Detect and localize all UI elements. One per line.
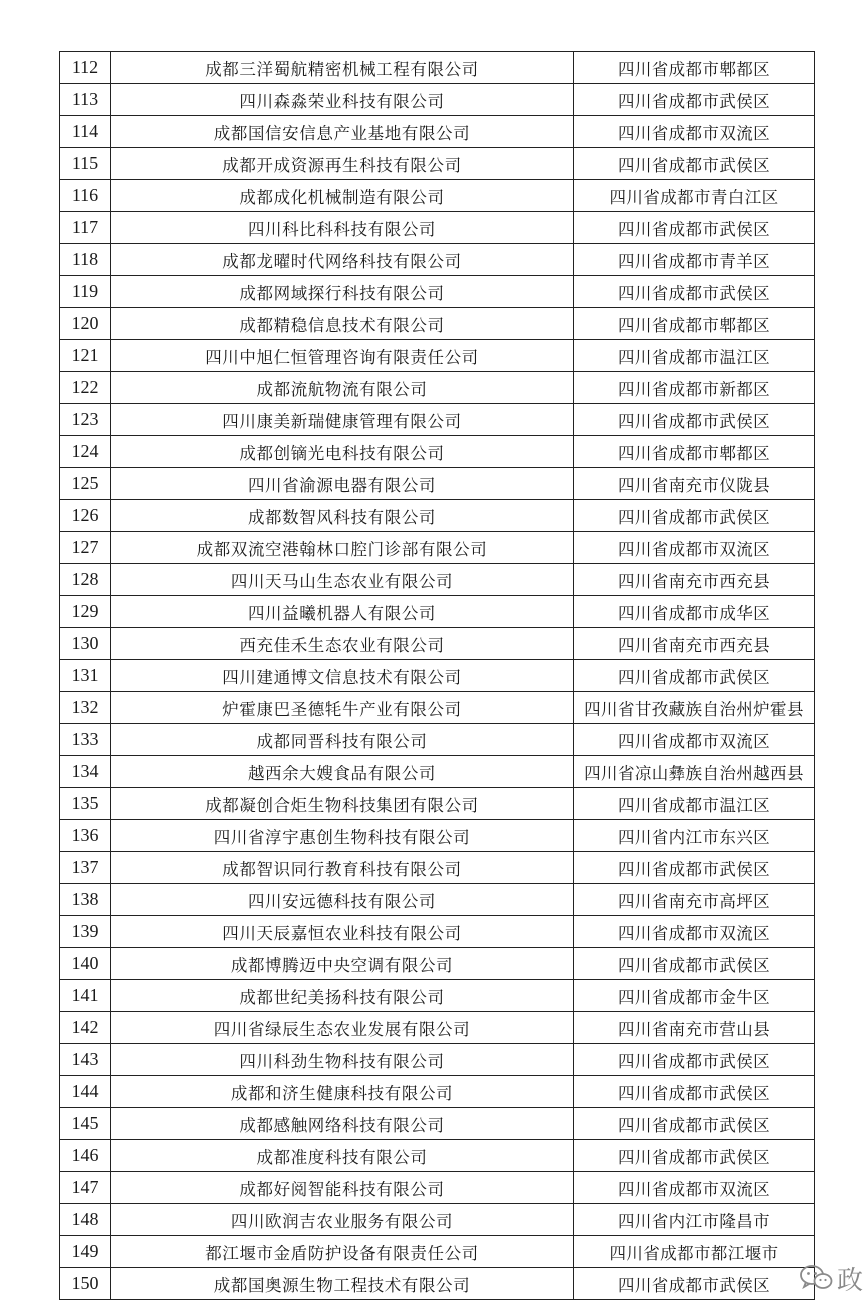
row-number-cell: 150 [60,1268,111,1300]
row-number-cell: 128 [60,564,111,596]
table-row [60,948,815,980]
table-row [60,788,815,820]
table-row [60,1236,815,1268]
table-row [60,212,815,244]
row-number-cell: 145 [60,1108,111,1140]
location-cell: 四川省成都市都江堰市 [574,1236,815,1268]
location-cell: 四川省成都市武侯区 [574,500,815,532]
table-row [60,1268,815,1300]
company-name-cell: 成都数智风科技有限公司 [111,500,574,532]
location-cell: 四川省南充市营山县 [574,1012,815,1044]
table-row [60,660,815,692]
company-name-cell: 成都世纪美扬科技有限公司 [111,980,574,1012]
row-number-cell: 139 [60,916,111,948]
location-cell: 四川省成都市双流区 [574,724,815,756]
table-row [60,500,815,532]
row-number-cell: 135 [60,788,111,820]
table-row [60,180,815,212]
location-cell: 四川省成都市武侯区 [574,84,815,116]
company-list-sheet [59,51,814,1300]
company-name-cell: 成都网域探行科技有限公司 [111,276,574,308]
location-cell: 四川省成都市武侯区 [574,1108,815,1140]
row-number-cell: 120 [60,308,111,340]
location-cell: 四川省成都市武侯区 [574,948,815,980]
company-name-cell: 四川省渝源电器有限公司 [111,468,574,500]
row-number-cell: 146 [60,1140,111,1172]
table-row [60,1076,815,1108]
company-name-cell: 成都龙曜时代网络科技有限公司 [111,244,574,276]
location-cell: 四川省成都市武侯区 [574,148,815,180]
table-row [60,1172,815,1204]
location-cell: 四川省成都市郫都区 [574,308,815,340]
table-row [60,564,815,596]
company-name-cell: 成都和济生健康科技有限公司 [111,1076,574,1108]
location-cell: 四川省成都市武侯区 [574,1140,815,1172]
location-cell: 四川省成都市新都区 [574,372,815,404]
table-row [60,436,815,468]
location-cell: 四川省成都市温江区 [574,340,815,372]
company-table-body [60,52,815,1300]
location-cell: 四川省南充市西充县 [574,628,815,660]
table-row [60,244,815,276]
location-cell: 四川省内江市东兴区 [574,820,815,852]
location-cell: 四川省成都市郫都区 [574,52,815,84]
row-number-cell: 116 [60,180,111,212]
row-number-cell: 138 [60,884,111,916]
table-row [60,756,815,788]
company-name-cell: 炉霍康巴圣德牦牛产业有限公司 [111,692,574,724]
row-number-cell: 126 [60,500,111,532]
table-row [60,308,815,340]
company-name-cell: 成都国信安信息产业基地有限公司 [111,116,574,148]
location-cell: 四川省成都市武侯区 [574,276,815,308]
table-row [60,1140,815,1172]
company-name-cell: 成都开成资源再生科技有限公司 [111,148,574,180]
table-row [60,1108,815,1140]
company-name-cell: 四川科劲生物科技有限公司 [111,1044,574,1076]
table-row [60,148,815,180]
table-row [60,628,815,660]
row-number-cell: 132 [60,692,111,724]
company-name-cell: 四川省淳宇惠创生物科技有限公司 [111,820,574,852]
company-name-cell: 成都三洋蜀航精密机械工程有限公司 [111,52,574,84]
row-number-cell: 143 [60,1044,111,1076]
company-name-cell: 成都准度科技有限公司 [111,1140,574,1172]
wechat-icon [799,1264,833,1292]
location-cell: 四川省南充市高坪区 [574,884,815,916]
row-number-cell: 144 [60,1076,111,1108]
company-name-cell: 四川中旭仁恒管理咨询有限责任公司 [111,340,574,372]
company-name-cell: 成都智识同行教育科技有限公司 [111,852,574,884]
table-row [60,468,815,500]
row-number-cell: 124 [60,436,111,468]
row-number-cell: 125 [60,468,111,500]
location-cell: 四川省成都市武侯区 [574,1044,815,1076]
company-table [59,51,815,1300]
table-row [60,372,815,404]
company-name-cell: 成都凝创合炬生物科技集团有限公司 [111,788,574,820]
company-name-cell: 成都好阅智能科技有限公司 [111,1172,574,1204]
location-cell: 四川省成都市成华区 [574,596,815,628]
company-name-cell: 成都创镝光电科技有限公司 [111,436,574,468]
location-cell: 四川省南充市仪陇县 [574,468,815,500]
location-cell: 四川省甘孜藏族自治州炉霍县 [574,692,815,724]
company-name-cell: 四川天马山生态农业有限公司 [111,564,574,596]
row-number-cell: 147 [60,1172,111,1204]
row-number-cell: 115 [60,148,111,180]
location-cell: 四川省内江市隆昌市 [574,1204,815,1236]
table-row [60,276,815,308]
table-row [60,820,815,852]
location-cell: 四川省成都市青白江区 [574,180,815,212]
company-name-cell: 四川欧润吉农业服务有限公司 [111,1204,574,1236]
location-cell: 四川省成都市双流区 [574,916,815,948]
company-name-cell: 成都双流空港翰林口腔门诊部有限公司 [111,532,574,564]
location-cell: 四川省成都市武侯区 [574,660,815,692]
company-name-cell: 四川安远德科技有限公司 [111,884,574,916]
table-row [60,1204,815,1236]
company-name-cell: 四川科比科科技有限公司 [111,212,574,244]
row-number-cell: 112 [60,52,111,84]
row-number-cell: 130 [60,628,111,660]
row-number-cell: 113 [60,84,111,116]
row-number-cell: 114 [60,116,111,148]
company-name-cell: 四川森淼荣业科技有限公司 [111,84,574,116]
location-cell: 四川省成都市武侯区 [574,1076,815,1108]
location-cell: 四川省南充市西充县 [574,564,815,596]
table-row [60,692,815,724]
location-cell: 四川省成都市金牛区 [574,980,815,1012]
row-number-cell: 131 [60,660,111,692]
table-row [60,980,815,1012]
row-number-cell: 133 [60,724,111,756]
company-name-cell: 成都精稳信息技术有限公司 [111,308,574,340]
location-cell: 四川省成都市双流区 [574,116,815,148]
table-row [60,532,815,564]
table-row [60,916,815,948]
company-name-cell: 成都国奥源生物工程技术有限公司 [111,1268,574,1300]
location-cell: 四川省成都市郫都区 [574,436,815,468]
row-number-cell: 127 [60,532,111,564]
table-row [60,1012,815,1044]
company-name-cell: 越西余大嫂食品有限公司 [111,756,574,788]
location-cell: 四川省成都市青羊区 [574,244,815,276]
location-cell: 四川省成都市双流区 [574,532,815,564]
row-number-cell: 134 [60,756,111,788]
table-row [60,404,815,436]
watermark [799,1258,863,1298]
company-name-cell: 成都同晋科技有限公司 [111,724,574,756]
table-row [60,884,815,916]
table-row [60,116,815,148]
company-name-cell: 成都博腾迈中央空调有限公司 [111,948,574,980]
company-name-cell: 西充佳禾生态农业有限公司 [111,628,574,660]
watermark-text: 政 [836,1265,863,1296]
row-number-cell: 149 [60,1236,111,1268]
company-name-cell: 成都成化机械制造有限公司 [111,180,574,212]
row-number-cell: 137 [60,852,111,884]
company-name-cell: 四川建通博文信息技术有限公司 [111,660,574,692]
row-number-cell: 118 [60,244,111,276]
table-row [60,724,815,756]
company-name-cell: 成都流航物流有限公司 [111,372,574,404]
company-name-cell: 成都感触网络科技有限公司 [111,1108,574,1140]
row-number-cell: 136 [60,820,111,852]
location-cell: 四川省凉山彝族自治州越西县 [574,756,815,788]
location-cell: 四川省成都市武侯区 [574,852,815,884]
row-number-cell: 123 [60,404,111,436]
table-row [60,84,815,116]
row-number-cell: 142 [60,1012,111,1044]
company-name-cell: 都江堰市金盾防护设备有限责任公司 [111,1236,574,1268]
row-number-cell: 117 [60,212,111,244]
location-cell: 四川省成都市武侯区 [574,1268,815,1300]
row-number-cell: 119 [60,276,111,308]
row-number-cell: 121 [60,340,111,372]
location-cell: 四川省成都市武侯区 [574,404,815,436]
company-name-cell: 四川康美新瑞健康管理有限公司 [111,404,574,436]
table-row [60,52,815,84]
row-number-cell: 122 [60,372,111,404]
location-cell: 四川省成都市温江区 [574,788,815,820]
table-row [60,340,815,372]
row-number-cell: 140 [60,948,111,980]
company-name-cell: 四川天辰嘉恒农业科技有限公司 [111,916,574,948]
location-cell: 四川省成都市武侯区 [574,212,815,244]
company-name-cell: 四川益曦机器人有限公司 [111,596,574,628]
row-number-cell: 148 [60,1204,111,1236]
location-cell: 四川省成都市双流区 [574,1172,815,1204]
table-row [60,596,815,628]
company-name-cell: 四川省绿辰生态农业发展有限公司 [111,1012,574,1044]
row-number-cell: 141 [60,980,111,1012]
table-row [60,1044,815,1076]
row-number-cell: 129 [60,596,111,628]
table-row [60,852,815,884]
